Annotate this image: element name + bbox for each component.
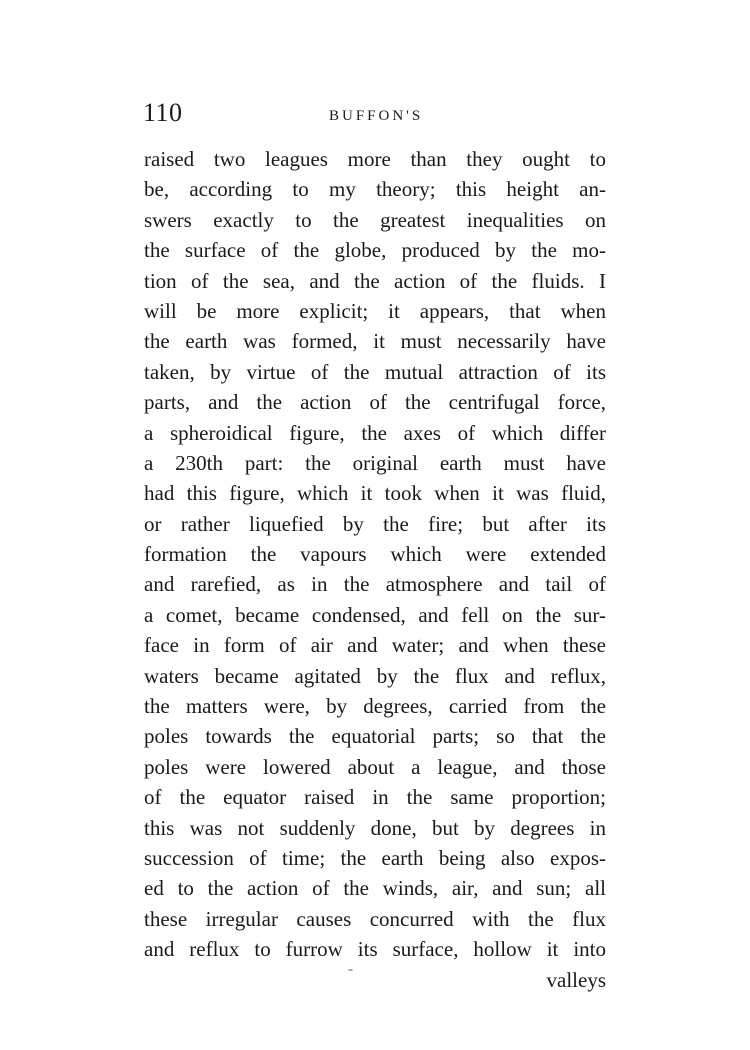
text-line: swers exactly to the greatest inequalities on (144, 207, 606, 232)
text-line: be, according to my theory; this height an- (144, 177, 606, 202)
text-line: ed to the action of the winds, air, and sun; all (144, 876, 606, 901)
text-line: the matters were, by degrees, carried from the (144, 694, 606, 719)
text-line: and reflux to furrow its surface, hollow it into (144, 937, 606, 962)
text-line: the earth was formed, it must necessarily have (144, 329, 606, 354)
page-header (143, 98, 605, 138)
text-line: raised two leagues more than they ought to (144, 147, 606, 171)
text-line: of the equator raised in the same proportion; (144, 785, 606, 810)
text-line: a comet, became condensed, and fell on the sur- (144, 602, 606, 627)
running-head: BUFFON'S (329, 108, 424, 124)
catchword: valleys (546, 967, 606, 992)
text-line: taken, by virtue of the mutual attraction of its (144, 359, 606, 384)
text-line: tion of the sea, and the action of the fluids. I (144, 268, 606, 293)
text-line: had this figure, which it took when it was fluid, (144, 481, 606, 506)
text-line: the surface of the globe, produced by the mo- (144, 238, 606, 263)
ink-speck: ˉ (347, 968, 354, 984)
text-line: poles were lowered about a league, and those (144, 754, 606, 779)
text-line: waters became agitated by the flux and reflux, (144, 663, 606, 688)
page-number: 110 (143, 98, 183, 127)
text-line: formation the vapours which were extended (144, 542, 606, 567)
text-line: face in form of air and water; and when these (144, 633, 606, 658)
text-line: this was not suddenly done, but by degrees in (144, 815, 606, 840)
text-line: will be more explicit; it appears, that when (144, 298, 606, 323)
text-line: a spheroidical figure, the axes of which differ (144, 420, 606, 445)
body-text (144, 144, 606, 995)
text-line: succession of time; the earth being also expos- (144, 845, 606, 870)
text-line: a 230th part: the original earth must have (144, 450, 606, 475)
text-line: poles towards the equatorial parts; so that the (144, 724, 606, 749)
text-line: parts, and the action of the centrifugal force, (144, 390, 606, 415)
text-line: or rather liquefied by the fire; but after its (144, 511, 606, 536)
text-line: these irregular causes concurred with the flux (144, 906, 606, 931)
text-line: and rarefied, as in the atmosphere and tail of (144, 572, 606, 597)
